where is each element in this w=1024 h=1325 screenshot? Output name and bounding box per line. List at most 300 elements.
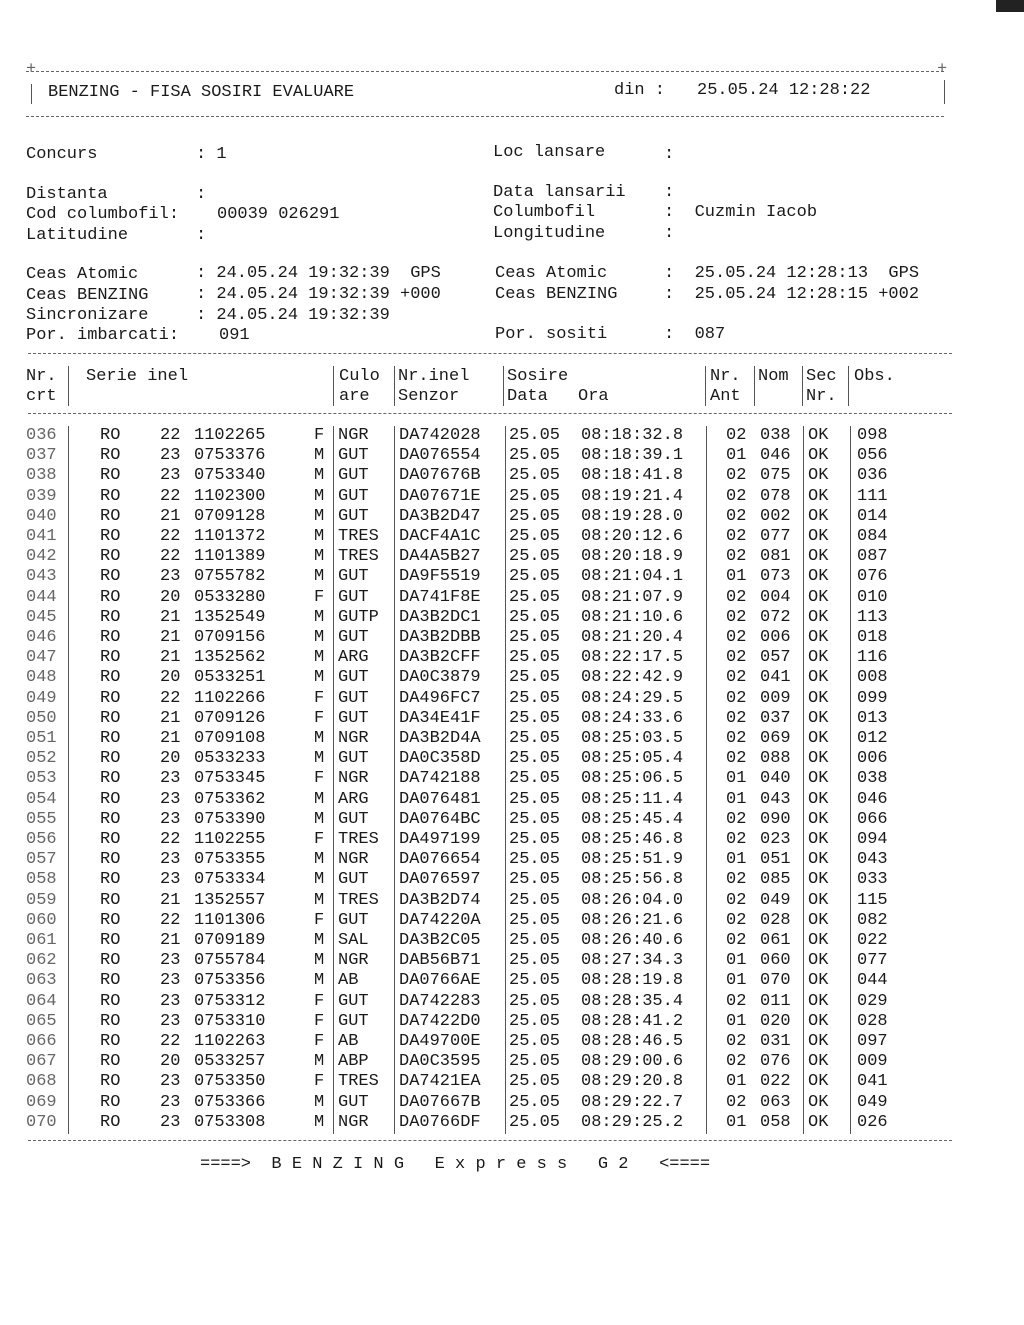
cell-date: 25.05	[509, 830, 561, 849]
cell-year: 23	[160, 809, 181, 829]
cell-obs: 033	[857, 870, 888, 890]
cell-obs: 113	[857, 607, 888, 627]
cell-year: 23	[160, 850, 181, 870]
cell-ring-number: 0753334	[194, 870, 266, 890]
cell-nr-ant: 02	[726, 1052, 747, 1072]
cell-color: GUT	[338, 506, 369, 526]
cell-sensor: DA07671E	[399, 486, 481, 506]
cell-obs: 029	[857, 991, 888, 1011]
cell-ring-number: 1101372	[194, 527, 266, 546]
cell-time: 08:25:03.5	[581, 729, 684, 748]
header-obs: Obs.	[854, 367, 895, 386]
cell-nom: 077	[760, 527, 791, 546]
cell-obs: 097	[857, 1032, 888, 1051]
cell-nr-crt: 064	[26, 991, 57, 1011]
cell-sex: M	[314, 486, 325, 506]
cell-color: GUTP	[338, 607, 379, 627]
cell-year: 23	[160, 446, 181, 466]
cell-date: 25.05	[509, 1052, 561, 1072]
cod-columbofil-label: Cod columbofil:	[26, 205, 180, 224]
cell-date: 25.05	[509, 890, 561, 910]
cell-sensor: DA07667B	[399, 1092, 481, 1112]
cell-time: 08:18:41.8	[581, 466, 684, 486]
cell-time: 08:24:29.5	[581, 688, 684, 708]
cell-nr-crt: 060	[26, 910, 57, 930]
cell-nr-crt: 038	[26, 466, 57, 486]
report-date-label: din :	[614, 81, 666, 100]
cell-date: 25.05	[509, 527, 561, 546]
cell-nr-ant: 01	[726, 850, 747, 870]
cell-nr-ant: 02	[726, 648, 747, 668]
header-culo: Culo	[339, 367, 380, 386]
cell-time: 08:21:07.9	[581, 587, 684, 607]
header-are: are	[339, 387, 370, 406]
ceas-benzing-right-value: : 25.05.24 12:28:15 +002	[664, 285, 920, 304]
cell-nr-crt: 066	[26, 1032, 57, 1051]
cell-nr-ant: 02	[726, 486, 747, 506]
cell-ring-number: 0533280	[194, 587, 266, 607]
cell-sex: M	[314, 890, 325, 910]
cell-nr-crt: 061	[26, 931, 57, 950]
cell-sensor: DA0C3879	[399, 668, 481, 688]
cell-nr-crt: 043	[26, 567, 57, 587]
cell-time: 08:29:22.7	[581, 1092, 684, 1112]
cell-obs: 043	[857, 850, 888, 870]
cell-country: RO	[100, 971, 121, 991]
cell-year: 23	[160, 870, 181, 890]
cell-ring-number: 0753345	[194, 769, 266, 789]
cell-nr-ant: 02	[726, 607, 747, 627]
cell-nom: 073	[760, 567, 791, 587]
cell-color: GUT	[338, 809, 369, 829]
cell-nom: 063	[760, 1092, 791, 1112]
cell-obs: 006	[857, 749, 888, 769]
cell-nr-crt: 070	[26, 1112, 57, 1132]
cell-nom: 020	[760, 1011, 791, 1031]
cell-ring-number: 0709189	[194, 931, 266, 950]
cell-nom: 088	[760, 749, 791, 769]
cell-nr-crt: 051	[26, 729, 57, 748]
cell-sex: F	[314, 991, 325, 1011]
cell-obs: 012	[857, 729, 888, 748]
cell-obs: 098	[857, 426, 888, 445]
sincronizare-label: Sincronizare	[26, 306, 149, 325]
cell-obs: 076	[857, 567, 888, 587]
cell-obs: 014	[857, 506, 888, 526]
cell-date: 25.05	[509, 1112, 561, 1132]
cell-nr-crt: 041	[26, 527, 57, 546]
cell-date: 25.05	[509, 1032, 561, 1051]
cell-sec: OK	[808, 426, 829, 445]
cell-sensor: DA3B2D47	[399, 506, 481, 526]
cell-ring-number: 0753310	[194, 1011, 266, 1031]
cell-sensor: DA0C358D	[399, 749, 481, 769]
cell-obs: 044	[857, 971, 888, 991]
header-right-border	[944, 80, 945, 104]
cell-nr-crt: 036	[26, 426, 57, 445]
cell-nr-crt: 057	[26, 850, 57, 870]
col-divider-nr	[68, 366, 69, 406]
cell-nr-ant: 01	[726, 789, 747, 809]
cell-nr-ant: 02	[726, 910, 747, 930]
cell-country: RO	[100, 567, 121, 587]
cell-sex: M	[314, 1092, 325, 1112]
cell-country: RO	[100, 1032, 121, 1051]
cell-ring-number: 0533257	[194, 1052, 266, 1072]
scan-edge-mark	[996, 0, 1024, 12]
cell-color: GUT	[338, 910, 369, 930]
header-nr-inel: Nr.inel	[398, 367, 470, 386]
cell-sensor: DA742028	[399, 426, 481, 445]
cell-nr-ant: 02	[726, 749, 747, 769]
cell-nr-crt: 044	[26, 587, 57, 607]
cell-sec: OK	[808, 648, 829, 668]
cell-obs: 099	[857, 688, 888, 708]
cell-sex: M	[314, 809, 325, 829]
cell-date: 25.05	[509, 506, 561, 526]
cell-sec: OK	[808, 567, 829, 587]
cell-nr-ant: 02	[726, 708, 747, 728]
cell-year: 22	[160, 830, 181, 849]
cell-time: 08:22:17.5	[581, 648, 684, 668]
cell-nr-crt: 065	[26, 1011, 57, 1031]
cell-country: RO	[100, 648, 121, 668]
cell-sex: M	[314, 1112, 325, 1132]
ceas-atomic-right-value: : 25.05.24 12:28:13 GPS	[664, 264, 920, 283]
cell-date: 25.05	[509, 850, 561, 870]
cell-time: 08:20:18.9	[581, 547, 684, 567]
cell-country: RO	[100, 628, 121, 647]
cell-sensor: DA07676B	[399, 466, 481, 486]
cell-sensor: DA49700E	[399, 1032, 481, 1051]
cell-country: RO	[100, 668, 121, 688]
cell-date: 25.05	[509, 971, 561, 991]
cell-time: 08:25:56.8	[581, 870, 684, 890]
cell-nom: 038	[760, 426, 791, 445]
header-senzor: Senzor	[398, 387, 460, 406]
cell-nr-ant: 01	[726, 1011, 747, 1031]
cell-nr-crt: 052	[26, 749, 57, 769]
cell-color: AB	[338, 1032, 359, 1051]
cell-year: 22	[160, 688, 181, 708]
cell-country: RO	[100, 688, 121, 708]
cell-sec: OK	[808, 870, 829, 890]
cell-nom: 081	[760, 547, 791, 567]
cell-sec: OK	[808, 466, 829, 486]
col-divider-ant	[754, 366, 755, 406]
cell-nom: 076	[760, 1052, 791, 1072]
cell-color: GUT	[338, 587, 369, 607]
cell-nom: 060	[760, 951, 791, 971]
col-divider-nom	[802, 366, 803, 406]
cell-time: 08:22:42.9	[581, 668, 684, 688]
cell-obs: 077	[857, 951, 888, 971]
cell-sec: OK	[808, 547, 829, 567]
cell-year: 23	[160, 1072, 181, 1092]
cell-date: 25.05	[509, 426, 561, 445]
cell-obs: 046	[857, 789, 888, 809]
cell-sec: OK	[808, 607, 829, 627]
cell-color: GUT	[338, 466, 369, 486]
table-header-top-border	[28, 353, 952, 354]
table-row	[0, 648, 1024, 668]
cell-nr-ant: 02	[726, 1092, 747, 1112]
cell-time: 08:19:21.4	[581, 486, 684, 506]
ceas-benzing-left-value: : 24.05.24 19:32:39 +000	[196, 285, 441, 304]
table-row	[0, 608, 1024, 628]
cell-nom: 085	[760, 870, 791, 890]
cell-nr-ant: 02	[726, 506, 747, 526]
cell-obs: 008	[857, 668, 888, 688]
cell-color: ARG	[338, 789, 369, 809]
cell-nom: 058	[760, 1112, 791, 1132]
cell-sex: M	[314, 628, 325, 647]
cell-sensor: DA34E41F	[399, 708, 481, 728]
header-crt: crt	[26, 387, 57, 406]
table-row	[0, 769, 1024, 789]
cell-year: 23	[160, 951, 181, 971]
cell-nr-ant: 01	[726, 567, 747, 587]
cell-country: RO	[100, 486, 121, 506]
cell-year: 23	[160, 1011, 181, 1031]
cell-country: RO	[100, 426, 121, 445]
col-divider-sec	[848, 366, 849, 406]
cell-sex: M	[314, 668, 325, 688]
cell-nom: 041	[760, 668, 791, 688]
cell-sex: M	[314, 951, 325, 971]
cell-country: RO	[100, 931, 121, 950]
cell-date: 25.05	[509, 628, 561, 647]
cell-color: GUT	[338, 1011, 369, 1031]
cell-obs: 013	[857, 708, 888, 728]
cell-obs: 041	[857, 1072, 888, 1092]
cell-date: 25.05	[509, 809, 561, 829]
cell-date: 25.05	[509, 466, 561, 486]
cell-sec: OK	[808, 668, 829, 688]
cell-year: 23	[160, 971, 181, 991]
cell-year: 22	[160, 426, 181, 445]
cell-sensor: DA3B2D4A	[399, 729, 481, 748]
cell-sex: F	[314, 1072, 325, 1092]
distanta-value: :	[196, 185, 207, 204]
cell-ring-number: 0753390	[194, 809, 266, 829]
cell-time: 08:29:25.2	[581, 1112, 684, 1132]
cell-nr-ant: 02	[726, 931, 747, 950]
cell-ring-number: 0753355	[194, 850, 266, 870]
cell-country: RO	[100, 769, 121, 789]
cod-columbofil-value: 00039 026291	[217, 205, 340, 224]
cell-sensor: DA076481	[399, 789, 481, 809]
cell-year: 23	[160, 1092, 181, 1112]
cell-country: RO	[100, 1052, 121, 1072]
cell-sex: M	[314, 567, 325, 587]
cell-date: 25.05	[509, 951, 561, 971]
cell-year: 22	[160, 910, 181, 930]
cell-nr-crt: 062	[26, 951, 57, 971]
cell-sex: M	[314, 850, 325, 870]
cell-sensor: DA076597	[399, 870, 481, 890]
cell-year: 23	[160, 1112, 181, 1132]
cell-color: NGR	[338, 769, 369, 789]
cell-time: 08:21:20.4	[581, 628, 684, 647]
cell-obs: 018	[857, 628, 888, 647]
cell-color: SAL	[338, 931, 369, 950]
table-row	[0, 588, 1024, 608]
cell-date: 25.05	[509, 446, 561, 466]
table-row	[0, 790, 1024, 810]
cell-ring-number: 1102265	[194, 426, 266, 445]
cell-country: RO	[100, 1011, 121, 1031]
cell-country: RO	[100, 809, 121, 829]
cell-sec: OK	[808, 1052, 829, 1072]
cell-date: 25.05	[509, 910, 561, 930]
table-row	[0, 810, 1024, 830]
cell-ring-number: 0753376	[194, 446, 266, 466]
cell-year: 21	[160, 931, 181, 950]
cell-nom: 006	[760, 628, 791, 647]
cell-sec: OK	[808, 446, 829, 466]
cell-sensor: DA7422D0	[399, 1011, 481, 1031]
cell-time: 08:29:20.8	[581, 1072, 684, 1092]
cell-time: 08:21:04.1	[581, 567, 684, 587]
loc-lansare-label: Loc lansare	[493, 143, 606, 162]
cell-nom: 022	[760, 1072, 791, 1092]
cell-nr-crt: 046	[26, 628, 57, 647]
cell-date: 25.05	[509, 870, 561, 890]
cell-country: RO	[100, 729, 121, 748]
cell-sec: OK	[808, 729, 829, 748]
cell-time: 08:26:04.0	[581, 890, 684, 910]
cell-nom: 075	[760, 466, 791, 486]
header-bottom-border	[26, 116, 944, 117]
concurs-label: Concurs	[26, 145, 98, 164]
cell-color: TRES	[338, 1072, 379, 1092]
cell-color: TRES	[338, 830, 379, 849]
cell-color: GUT	[338, 567, 369, 587]
cell-sensor: DA4A5B27	[399, 547, 481, 567]
cell-nom: 004	[760, 587, 791, 607]
cell-nom: 051	[760, 850, 791, 870]
table-row	[0, 830, 1024, 850]
cell-sec: OK	[808, 1032, 829, 1051]
cell-year: 21	[160, 729, 181, 748]
cell-sec: OK	[808, 830, 829, 849]
cell-date: 25.05	[509, 1011, 561, 1031]
cell-sex: F	[314, 587, 325, 607]
cell-sensor: DA496FC7	[399, 688, 481, 708]
cell-date: 25.05	[509, 789, 561, 809]
cell-time: 08:28:19.8	[581, 971, 684, 991]
cell-nom: 061	[760, 931, 791, 950]
header-nr: Nr.	[26, 367, 57, 386]
cell-sensor: DA0764BC	[399, 809, 481, 829]
cell-sex: M	[314, 931, 325, 950]
cell-obs: 115	[857, 890, 888, 910]
cell-color: TRES	[338, 547, 379, 567]
cell-nr-ant: 01	[726, 1112, 747, 1132]
cell-nom: 078	[760, 486, 791, 506]
cell-year: 22	[160, 547, 181, 567]
table-row	[0, 1072, 1024, 1092]
data-lansarii-value: :	[664, 183, 675, 202]
report-title: BENZING - FISA SOSIRI EVALUARE	[48, 83, 355, 102]
cell-nr-ant: 02	[726, 1032, 747, 1051]
table-row	[0, 870, 1024, 890]
loc-lansare-value: :	[664, 145, 675, 164]
cell-sec: OK	[808, 506, 829, 526]
cell-nr-ant: 01	[726, 951, 747, 971]
cell-sec: OK	[808, 688, 829, 708]
ceas-atomic-left-label: Ceas Atomic	[26, 265, 139, 284]
cell-sensor: DA3B2DC1	[399, 607, 481, 627]
sincronizare-value: : 24.05.24 19:32:39	[196, 306, 390, 325]
cell-nr-ant: 02	[726, 587, 747, 607]
ceas-atomic-right-label: Ceas Atomic	[495, 264, 608, 283]
cell-date: 25.05	[509, 931, 561, 950]
cell-ring-number: 1352549	[194, 607, 266, 627]
table-row	[0, 749, 1024, 769]
cell-year: 21	[160, 607, 181, 627]
cell-nr-ant: 02	[726, 890, 747, 910]
cell-country: RO	[100, 587, 121, 607]
cell-year: 21	[160, 648, 181, 668]
cell-sensor: DA0766AE	[399, 971, 481, 991]
cell-country: RO	[100, 850, 121, 870]
cell-time: 08:27:34.3	[581, 951, 684, 971]
cell-sensor: DA742188	[399, 769, 481, 789]
ceas-benzing-right-label: Ceas BENZING	[495, 285, 618, 304]
cell-ring-number: 0709126	[194, 708, 266, 728]
footer-brand: ====> B E N Z I N G E x p r e s s G 2 <====	[200, 1155, 711, 1174]
report-date-value: 25.05.24 12:28:22	[697, 81, 871, 100]
columbofil-label: Columbofil	[493, 203, 596, 222]
cell-color: NGR	[338, 850, 369, 870]
cell-color: GUT	[338, 446, 369, 466]
cell-date: 25.05	[509, 769, 561, 789]
table-row	[0, 911, 1024, 931]
cell-obs: 111	[857, 486, 888, 506]
cell-obs: 038	[857, 769, 888, 789]
cell-ring-number: 1352557	[194, 890, 266, 910]
cell-nr-crt: 040	[26, 506, 57, 526]
cell-color: GUT	[338, 991, 369, 1011]
cell-sec: OK	[808, 769, 829, 789]
cell-nr-ant: 02	[726, 991, 747, 1011]
cell-year: 23	[160, 991, 181, 1011]
cell-obs: 082	[857, 910, 888, 930]
concurs-value: : 1	[196, 145, 227, 164]
cell-country: RO	[100, 506, 121, 526]
cell-sex: M	[314, 971, 325, 991]
header-top-border	[26, 71, 944, 72]
cell-date: 25.05	[509, 607, 561, 627]
cell-nr-ant: 02	[726, 527, 747, 546]
cell-sex: M	[314, 648, 325, 668]
cell-sensor: DA9F5519	[399, 567, 481, 587]
table-row	[0, 1113, 1024, 1133]
cell-country: RO	[100, 1112, 121, 1132]
cell-nr-crt: 059	[26, 890, 57, 910]
cell-sex: F	[314, 1011, 325, 1031]
cell-sec: OK	[808, 587, 829, 607]
cell-sex: F	[314, 830, 325, 849]
cell-color: GUT	[338, 1092, 369, 1112]
cell-country: RO	[100, 547, 121, 567]
cell-sec: OK	[808, 850, 829, 870]
cell-nr-ant: 01	[726, 1072, 747, 1092]
cell-country: RO	[100, 830, 121, 849]
cell-date: 25.05	[509, 708, 561, 728]
